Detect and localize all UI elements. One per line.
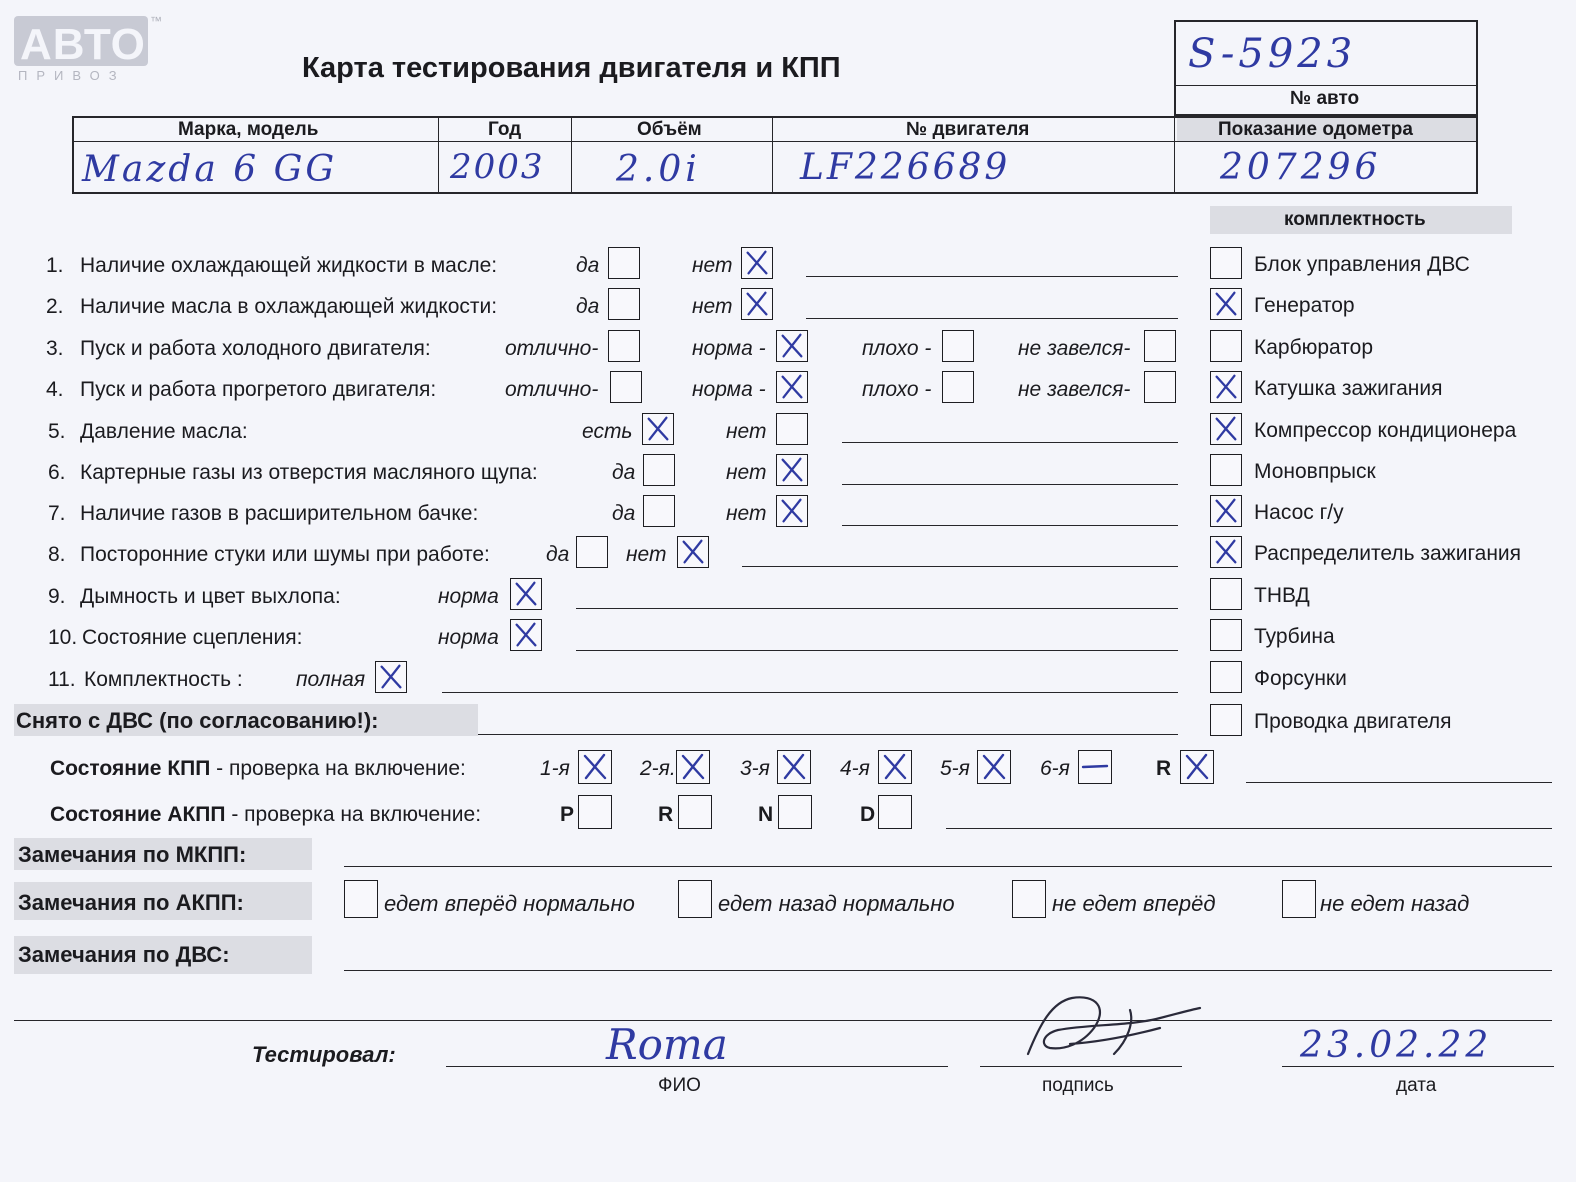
- logo-text: АВТО: [20, 20, 146, 69]
- question-number: 7.: [48, 502, 66, 525]
- option-label: нет: [692, 254, 733, 277]
- checkbox-q11-full[interactable]: [375, 661, 407, 693]
- value-year: 2003: [450, 147, 545, 187]
- question-text: Пуск и работа холодного двигателя:: [80, 337, 431, 360]
- gear-label: R: [1156, 757, 1172, 780]
- checkbox-gear-r[interactable]: [1180, 750, 1214, 784]
- gear-label: 5-я: [940, 757, 970, 780]
- checkbox-q4-normal[interactable]: [776, 371, 808, 403]
- page-title: Карта тестирования двигателя и КПП: [302, 52, 841, 84]
- checkbox-injectors[interactable]: [1210, 661, 1242, 693]
- checkbox-q7-net[interactable]: [776, 495, 808, 527]
- remark-option-label: не едет вперёд: [1052, 891, 1216, 916]
- checkbox-generator[interactable]: [1210, 288, 1242, 320]
- checkbox-engine-wiring[interactable]: [1210, 704, 1242, 736]
- check-x-mark-icon: [777, 496, 807, 526]
- option-label: норма: [438, 626, 499, 649]
- remark-option-label: едет вперёд нормально: [384, 891, 635, 916]
- check-x-mark-icon: [742, 248, 772, 278]
- col-header-engine-number: № двигателя: [906, 119, 1030, 140]
- option-label: полная: [296, 668, 366, 691]
- checkbox-q4-excellent[interactable]: [610, 371, 642, 403]
- check-x-mark-icon: [677, 751, 709, 783]
- completeness-title: комплектность: [1284, 209, 1426, 230]
- akpp-label: Состояние АКПП - проверка на включение:: [50, 803, 482, 826]
- question-text: Картерные газы из отверстия масляного щупа:: [80, 461, 538, 484]
- logo-subtext: ПРИВОЗ: [18, 68, 126, 83]
- option-label: нет: [726, 461, 767, 484]
- mode-label: P: [560, 803, 575, 826]
- checkbox-mode-p[interactable]: [578, 795, 612, 829]
- checkbox-gear-2[interactable]: [676, 750, 710, 784]
- remark-option-label: едет назад нормально: [718, 891, 955, 916]
- gear-label: 2-я.: [640, 757, 676, 780]
- question-text: Наличие газов в расширительном бачке:: [80, 502, 479, 525]
- checkbox-q3-excellent[interactable]: [608, 330, 640, 362]
- checkbox-q8-net[interactable]: [677, 536, 709, 568]
- signature-caption: подпись: [1042, 1075, 1114, 1096]
- checkbox-ecu[interactable]: [1210, 247, 1242, 279]
- check-x-mark-icon: [376, 662, 406, 692]
- checkbox-q5-yes[interactable]: [642, 413, 674, 445]
- col-header-volume: Объём: [637, 119, 702, 140]
- gear-label: 4-я: [840, 757, 870, 780]
- checkbox-q5-no[interactable]: [776, 413, 808, 445]
- check-x-mark-icon: [1211, 537, 1241, 567]
- checkbox-gear-1[interactable]: [578, 750, 612, 784]
- checkbox-drives-forward-ok[interactable]: [344, 880, 378, 918]
- question-text: Дымность и цвет выхлопа:: [80, 585, 341, 608]
- check-x-mark-icon: [511, 620, 541, 650]
- question-number: 5.: [48, 420, 66, 443]
- question-text: Состояние сцепления:: [82, 626, 303, 649]
- option-label: нет: [626, 543, 667, 566]
- mode-label: D: [860, 803, 876, 826]
- check-x-mark-icon: [1211, 289, 1241, 319]
- mode-label: N: [758, 803, 774, 826]
- checkbox-tnvd[interactable]: [1210, 578, 1242, 610]
- question-number: 9.: [48, 585, 66, 608]
- option-label: не завелся-: [1018, 337, 1131, 360]
- question-number: 11.: [48, 668, 76, 691]
- kpp-label: Состояние КПП - проверка на включение:: [50, 757, 466, 780]
- check-x-mark-icon: [678, 537, 708, 567]
- check-x-mark-icon: [643, 414, 673, 444]
- check-x-mark-icon: [1211, 414, 1241, 444]
- gear-label: 1-я: [540, 757, 570, 780]
- gear-label: 6-я: [1040, 757, 1070, 780]
- checkbox-q6-da[interactable]: [643, 454, 675, 486]
- check-x-mark-icon: [777, 372, 807, 402]
- option-label: плохо -: [862, 337, 932, 360]
- question-number: 8.: [48, 543, 66, 566]
- completeness-item-label: Форсунки: [1254, 667, 1347, 690]
- option-label: да: [576, 254, 600, 277]
- check-x-mark-icon: [778, 751, 810, 783]
- check-x-mark-icon: [742, 289, 772, 319]
- date-value: 23.02.22: [1300, 1025, 1493, 1066]
- checkbox-q1-da[interactable]: [608, 247, 640, 279]
- checkbox-q2-net[interactable]: [741, 288, 773, 320]
- checkbox-ac-compressor[interactable]: [1210, 413, 1242, 445]
- option-label: нет: [726, 420, 767, 443]
- option-label: норма -: [692, 337, 766, 360]
- checkbox-q3-bad[interactable]: [942, 330, 974, 362]
- check-x-mark-icon: [1211, 496, 1241, 526]
- gear-label: 3-я: [740, 757, 770, 780]
- value-engine-number: LF226689: [800, 147, 1011, 188]
- remark-option-label: не едет назад: [1320, 891, 1470, 916]
- signature: [1010, 984, 1210, 1074]
- logo-tm: ™: [150, 14, 162, 28]
- checkbox-gear-6[interactable]: [1078, 750, 1112, 784]
- check-x-mark-icon: [777, 455, 807, 485]
- checkbox-q4-not-started[interactable]: [1144, 371, 1176, 403]
- question-number: 6.: [48, 461, 66, 484]
- checkbox-gear-4[interactable]: [878, 750, 912, 784]
- question-number: 2.: [46, 295, 64, 318]
- checkbox-q4-bad[interactable]: [942, 371, 974, 403]
- checkbox-carburetor[interactable]: [1210, 330, 1242, 362]
- completeness-item-label: ТНВД: [1254, 584, 1310, 607]
- col-header-year: Год: [488, 119, 522, 140]
- option-label: плохо -: [862, 378, 932, 401]
- fio-caption: ФИО: [658, 1075, 701, 1096]
- option-label: да: [576, 295, 600, 318]
- checkbox-no-forward[interactable]: [1012, 880, 1046, 918]
- question-number: 1.: [46, 254, 64, 277]
- checkbox-q8-da[interactable]: [576, 536, 608, 568]
- option-label: норма -: [692, 378, 766, 401]
- checkbox-gear-3[interactable]: [777, 750, 811, 784]
- option-label: отлично-: [505, 378, 599, 401]
- checkbox-distributor[interactable]: [1210, 536, 1242, 568]
- value-volume: 2.0i: [616, 149, 701, 190]
- question-number: 10.: [48, 626, 78, 649]
- auto-number-value: S-5923: [1188, 31, 1357, 77]
- checkbox-no-reverse[interactable]: [1282, 880, 1316, 918]
- dash-mark-icon: [1079, 751, 1111, 783]
- completeness-item-label: Турбина: [1254, 625, 1335, 648]
- check-x-mark-icon: [879, 751, 911, 783]
- checkbox-q9-normal[interactable]: [510, 578, 542, 610]
- checkbox-q10-normal[interactable]: [510, 619, 542, 651]
- question-text: Наличие масла в охлаждающей жидкости:: [80, 295, 498, 318]
- option-label: нет: [692, 295, 733, 318]
- remark-mkpp-label: Замечания по МКПП:: [18, 842, 247, 867]
- option-label: норма: [438, 585, 499, 608]
- value-odometer: 207296: [1220, 147, 1382, 188]
- question-number: 4.: [46, 378, 64, 401]
- option-label: есть: [582, 420, 633, 443]
- completeness-item-label: Компрессор кондиционера: [1254, 419, 1517, 442]
- auto-number-label: № авто: [1290, 88, 1360, 109]
- logo: [14, 14, 164, 84]
- check-x-mark-icon: [1211, 372, 1241, 402]
- checkbox-mode-r[interactable]: [678, 795, 712, 829]
- checkbox-q2-da[interactable]: [608, 288, 640, 320]
- option-label: отлично-: [505, 337, 599, 360]
- col-header-model: Марка, модель: [178, 119, 319, 140]
- checkbox-turbine[interactable]: [1210, 619, 1242, 651]
- completeness-item-label: Проводка двигателя: [1254, 710, 1452, 733]
- remark-dvs-label: Замечания по ДВС:: [18, 942, 230, 967]
- option-label: да: [546, 543, 570, 566]
- remark-akpp-label: Замечания по АКПП:: [18, 890, 244, 915]
- checkbox-power-steering-pump[interactable]: [1210, 495, 1242, 527]
- completeness-item-label: Блок управления ДВС: [1254, 253, 1470, 276]
- check-x-mark-icon: [1181, 751, 1213, 783]
- fio-value: Roma: [606, 1020, 728, 1069]
- checkbox-q6-net[interactable]: [776, 454, 808, 486]
- checkbox-drives-back-ok[interactable]: [678, 880, 712, 918]
- completeness-item-label: Моновпрыск: [1254, 460, 1376, 483]
- question-text: Давление масла:: [80, 420, 248, 443]
- checkbox-q1-net[interactable]: [741, 247, 773, 279]
- checkbox-mode-d[interactable]: [878, 795, 912, 829]
- option-label: да: [612, 502, 636, 525]
- question-text: Наличие охлаждающей жидкости в масле:: [80, 254, 498, 277]
- value-model: Mazda 6 GG: [82, 149, 338, 190]
- checkbox-q7-da[interactable]: [643, 495, 675, 527]
- checkbox-ignition-coil[interactable]: [1210, 371, 1242, 403]
- removed-label: Снято с ДВС (по согласованию!):: [16, 708, 379, 733]
- checkbox-gear-5[interactable]: [977, 750, 1011, 784]
- option-label: да: [612, 461, 636, 484]
- tested-label: Тестировал:: [252, 1042, 396, 1067]
- checkbox-q3-not-started[interactable]: [1144, 330, 1176, 362]
- completeness-item-label: Распределитель зажигания: [1254, 542, 1522, 565]
- completeness-item-label: Насос г/у: [1254, 501, 1344, 524]
- check-x-mark-icon: [978, 751, 1010, 783]
- mode-label: R: [658, 803, 674, 826]
- check-x-mark-icon: [511, 579, 541, 609]
- option-label: нет: [726, 502, 767, 525]
- checkbox-mode-n[interactable]: [778, 795, 812, 829]
- question-number: 3.: [46, 337, 64, 360]
- completeness-item-label: Карбюратор: [1254, 336, 1374, 359]
- question-text: Пуск и работа прогретого двигателя:: [80, 378, 437, 401]
- col-header-odometer: Показание одометра: [1218, 119, 1413, 140]
- check-x-mark-icon: [777, 331, 807, 361]
- completeness-item-label: Катушка зажигания: [1254, 377, 1443, 400]
- question-text: Комплектность :: [84, 668, 243, 691]
- option-label: не завелся-: [1018, 378, 1131, 401]
- completeness-item-label: Генератор: [1254, 294, 1355, 317]
- check-x-mark-icon: [579, 751, 611, 783]
- checkbox-q3-normal[interactable]: [776, 330, 808, 362]
- checkbox-mono-injection[interactable]: [1210, 454, 1242, 486]
- question-text: Посторонние стуки или шумы при работе:: [80, 543, 490, 566]
- date-caption: дата: [1396, 1075, 1437, 1096]
